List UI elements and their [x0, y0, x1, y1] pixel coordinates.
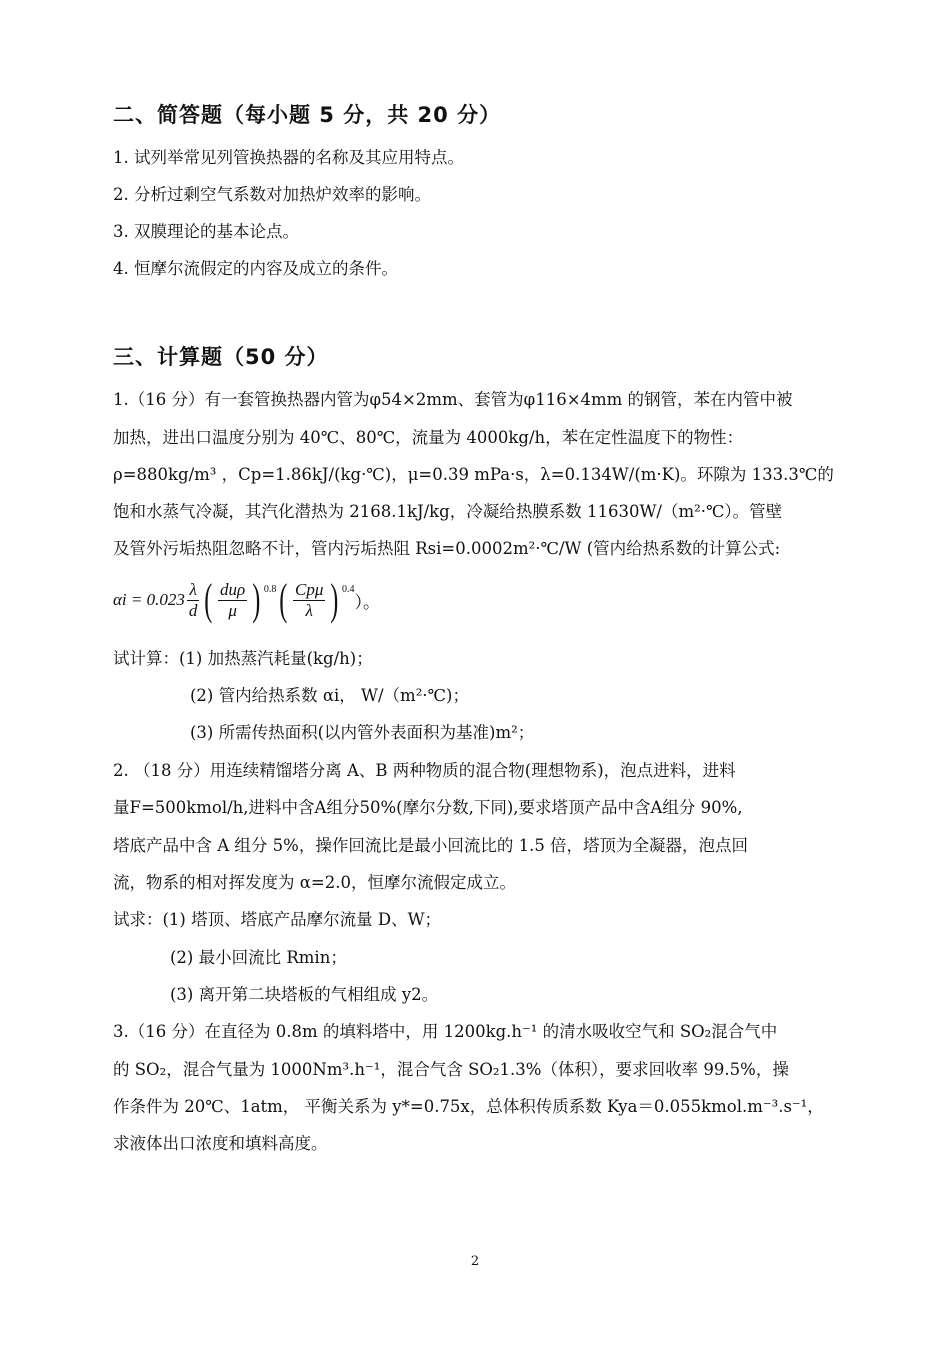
formula-prandtl-group: ( $\frac{\text{Cpμ}}{\lambda}$ ) 0.4 — [279, 575, 355, 624]
section-2-item-1: 1. 试列举常见列管换热器的名称及其应用特点。 — [113, 148, 464, 167]
q3-line-1: 3.（16 分）在直径为 0.8m 的填料塔中，用 1200kg.h⁻¹ 的清水吸收空气和 SO₂混合气中 — [113, 1022, 778, 1041]
q2-line-2: 量F=500kmol/h,进料中含A组分50%(摩尔分数,下同),要求塔顶产品中含A组分 90%, — [113, 798, 743, 817]
q1-line-5: 及管外污垢热阻忽略不计，管内污垢热阻 Rsi=0.0002m²·℃/W (管内给热系数的计算公式: — [113, 539, 781, 558]
section-2-item-3: 3. 双膜理论的基本论点。 — [113, 222, 299, 241]
q1-ask-3: (3) 所需传热面积(以内管外表面积为基准)m²； — [190, 723, 535, 742]
page-number: 2 — [470, 1254, 480, 1269]
q2-ask-1: 试求：(1) 塔顶、塔底产品摩尔流量 D、W； — [113, 910, 442, 929]
section-3-title: 三、计算题（50 分） — [113, 345, 329, 369]
q2-line-4: 流，物系的相对挥发度为 α=2.0，恒摩尔流假定成立。 — [113, 873, 516, 892]
q1-line-3: ρ=880kg/m³ ，Cp=1.86kJ/(kg·℃)，μ=0.39 mPa·s，λ=0.134W/(m·K)。环隙为 133.3℃的 — [113, 465, 834, 484]
heat-transfer-formula — [113, 570, 380, 630]
q3-line-4: 求液体出口浓度和填料高度。 — [113, 1134, 328, 1153]
formula-frac-lambda-d: $\frac{\lambda}{d}$ — [188, 579, 198, 620]
section-2-title: 二、简答题（每小题 5 分，共 20 分） — [113, 103, 502, 127]
q2-ask-3: (3) 离开第二块塔板的气相组成 y2。 — [170, 985, 439, 1004]
q2-line-3: 塔底产品中含 A 组分 5%，操作回流比是最小回流比的 1.5 倍，塔顶为全凝器，泡点回 — [113, 836, 749, 855]
formula-tail: ）。 — [354, 592, 381, 612]
section-2-item-2: 2. 分析过剩空气系数对加热炉效率的影响。 — [113, 185, 431, 204]
q1-line-4: 饱和水蒸气冷凝，其汽化潜热为 2168.1kJ/kg，冷凝给热膜系数 11630W/（m²·℃）。管壁 — [113, 502, 783, 521]
q3-line-2: 的 SO₂，混合气量为 1000Nm³.h⁻¹，混合气含 SO₂1.3%（体积），要求回收率 99.5%，操 — [113, 1060, 789, 1079]
q3-line-3: 作条件为 20℃、1atm， 平衡关系为 y*=0.75x，总体积传质系数 Kya＝0.055kmol.m⁻³.s⁻¹， — [113, 1097, 824, 1116]
q1-ask-1: 试计算：(1) 加热蒸汽耗量(kg/h)； — [113, 649, 373, 668]
q1-line-2: 加热，进出口温度分别为 40℃、80℃，流量为 4000kg/h，苯在定性温度下的物性： — [113, 428, 744, 447]
section-2-item-4: 4. 恒摩尔流假定的内容及成立的条件。 — [113, 259, 398, 278]
q1-line-1: 1.（16 分）有一套管换热器内管为φ54×2mm、套管为φ116×4mm 的钢管，苯在内管中被 — [113, 390, 793, 409]
formula-reynolds-group: ( $\frac{\text{duρ}}{\mu}$ ) 0.8 — [204, 575, 277, 624]
q2-ask-2: (2) 最小回流比 Rmin； — [170, 948, 347, 967]
q1-ask-2: (2) 管内给热系数 αi， W/（m²·℃)； — [190, 686, 469, 705]
formula-lhs: αi = 0.023 — [113, 590, 185, 609]
q2-line-1: 2. （18 分）用连续精馏塔分离 A、B 两种物质的混合物(理想物系)，泡点进料，进料 — [113, 761, 736, 780]
